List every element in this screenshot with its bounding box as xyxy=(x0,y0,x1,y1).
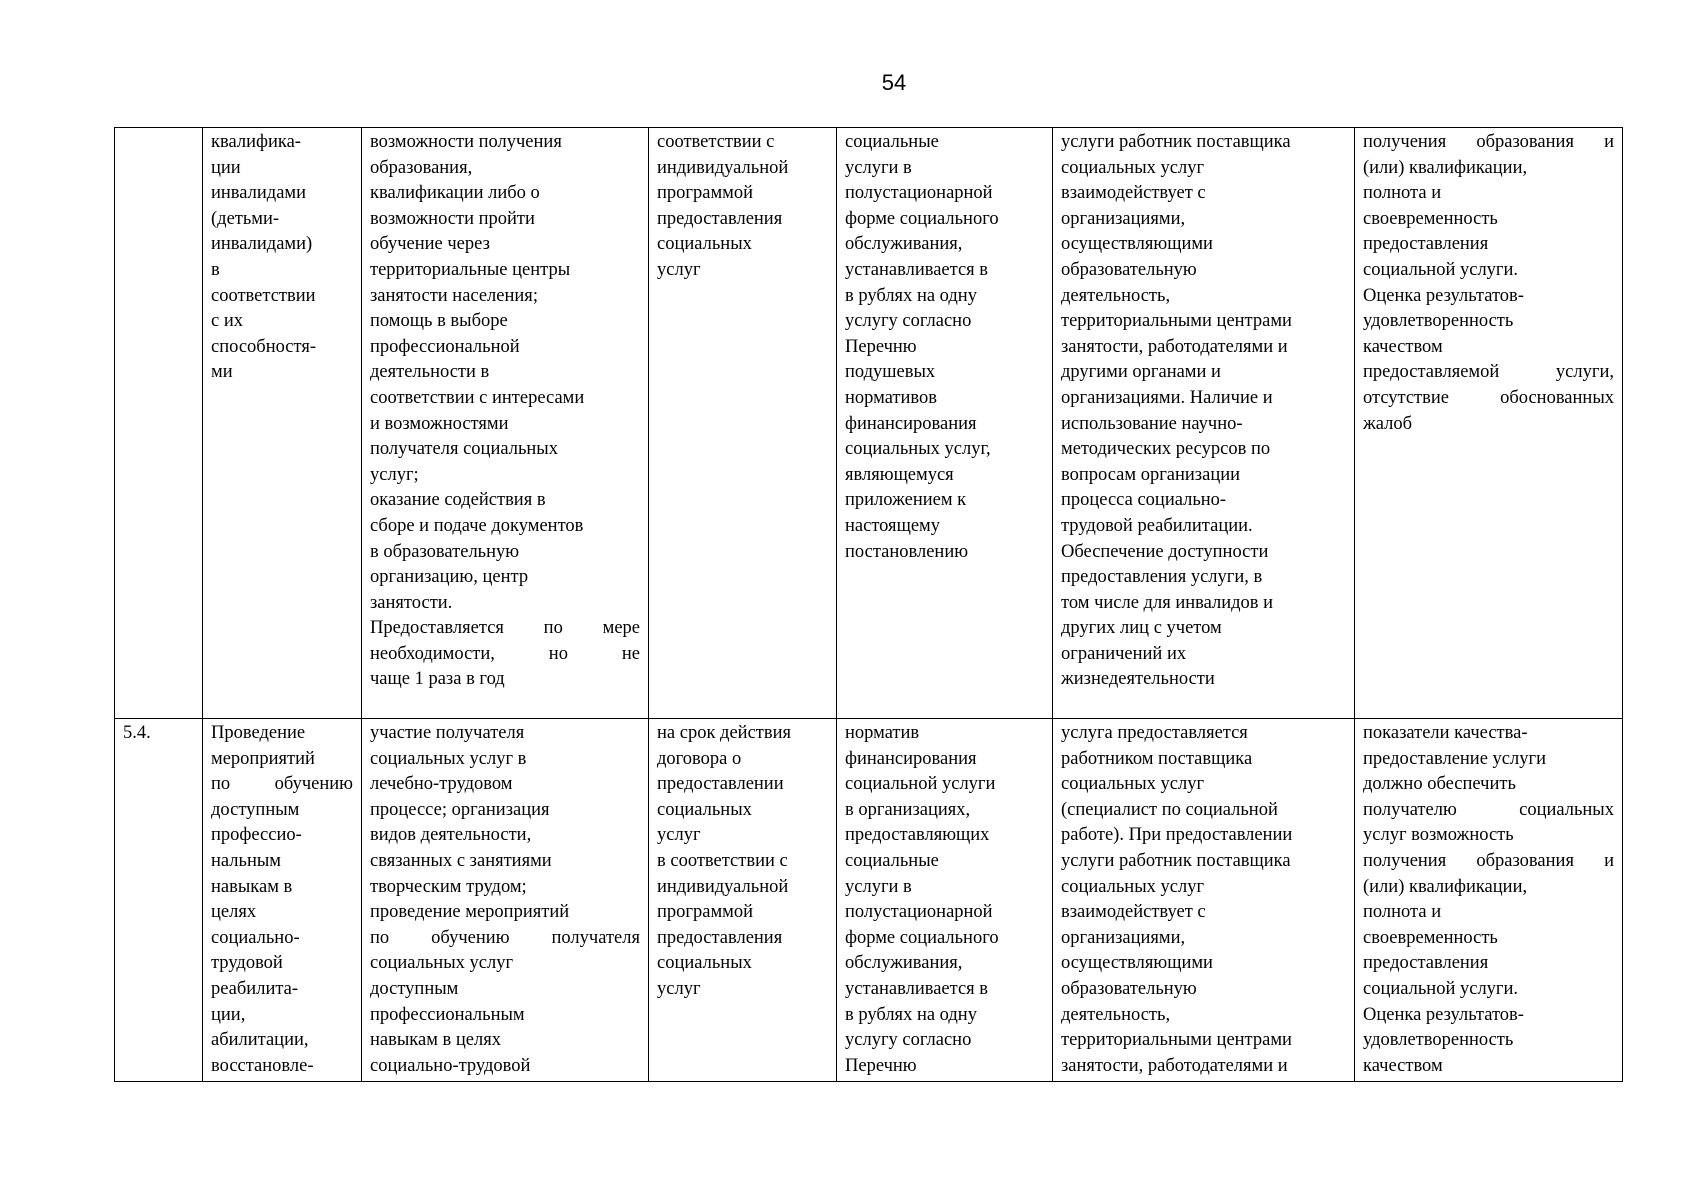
table-cell xyxy=(203,719,362,1082)
cell-text-line: ции, xyxy=(211,1004,246,1025)
cell-text-line: (или) квалификации, xyxy=(1363,876,1528,897)
cell-text-line: финансирования xyxy=(845,748,977,769)
cell-text-line: обучение через xyxy=(370,234,490,255)
table-cell xyxy=(837,128,1053,719)
table-cell xyxy=(203,128,362,719)
cell-text-line: занятости населения; xyxy=(370,285,538,306)
cell-text-line: услуги работник поставщика xyxy=(1061,132,1291,152)
cell-text-line: профессио- xyxy=(211,825,302,846)
cell-text-line: навыкам в целях xyxy=(370,1030,501,1051)
cell-text-line: трудовой xyxy=(211,953,283,974)
cell-text-line: способностя- xyxy=(211,336,317,357)
cell-text-line: услуги в xyxy=(845,876,912,897)
cell-text-line: социальных услуг xyxy=(370,953,514,974)
cell-text-line: (или) квалификации, xyxy=(1363,157,1528,178)
cell-text-line: квалификации либо о xyxy=(370,183,540,204)
cell-text-line: территориальными центрами xyxy=(1061,311,1292,332)
cell-text-line: обслуживания, xyxy=(845,953,963,974)
cell-text-line: настоящему xyxy=(845,515,940,536)
cell-text-line: получателю социальных xyxy=(1363,799,1614,820)
cell-text-line: осуществляющими xyxy=(1061,234,1213,255)
table-cell xyxy=(649,719,837,1082)
table-cell xyxy=(837,719,1053,1082)
cell-text-line: социальной услуги. xyxy=(1363,978,1519,999)
cell-text-line: получения образования и xyxy=(1363,850,1614,871)
services-table xyxy=(114,127,1623,1082)
cell-text-line: удовлетворенность xyxy=(1363,311,1514,332)
table-cell xyxy=(1053,719,1355,1082)
cell-text-line: услуг; xyxy=(370,464,419,485)
table-cell xyxy=(115,719,203,1082)
cell-text-line: восстановле- xyxy=(211,1055,314,1076)
cell-text-line: предоставления xyxy=(1363,953,1489,974)
cell-text-line: профессиональным xyxy=(370,1004,525,1025)
cell-text-line: социальной услуги. xyxy=(1363,259,1519,280)
cell-text-line: социальных услуг xyxy=(1061,774,1205,795)
cell-text-line: доступным xyxy=(370,978,459,999)
cell-text-line: услуг xyxy=(657,825,701,846)
cell-text-line: полустационарной xyxy=(845,183,993,204)
cell-text-line: социальных услуг, xyxy=(845,439,991,460)
cell-text-line: ограничений их xyxy=(1061,643,1187,664)
table-row xyxy=(115,719,1623,1082)
cell-text-line: показатели качества- xyxy=(1363,723,1528,743)
cell-text-line: трудовой реабилитации. xyxy=(1061,515,1253,536)
cell-text-line: организациями, xyxy=(1061,927,1186,948)
cell-text-line: по обучению получателя xyxy=(370,927,640,948)
cell-text-line: приложением к xyxy=(845,490,967,511)
cell-text-line: работе). При предоставлении xyxy=(1061,825,1293,846)
cell-text-line: квалифика- xyxy=(211,132,301,152)
cell-text-line: услуг xyxy=(657,259,701,280)
cell-text-line: социальных услуг в xyxy=(370,748,527,769)
cell-text-line: занятости, работодателями и xyxy=(1061,336,1288,357)
cell-text-line: (детьми- xyxy=(211,208,280,229)
cell-text-line: в рублях на одну xyxy=(845,1004,977,1025)
cell-text-line: полустационарной xyxy=(845,902,993,923)
cell-text-line: социальных услуг xyxy=(1061,157,1205,178)
cell-text-line: оказание содействия в xyxy=(370,490,546,511)
cell-text-line: программой xyxy=(657,902,754,923)
cell-text-line: образования, xyxy=(370,157,473,178)
cell-text-line: получателя социальных xyxy=(370,439,558,460)
cell-text-line: форме социального xyxy=(845,208,999,229)
cell-text-line: деятельности в xyxy=(370,362,490,383)
cell-text-line: в соответствии с xyxy=(657,850,788,871)
cell-text-line: абилитации, xyxy=(211,1030,309,1051)
cell-text-line: соответствии xyxy=(211,285,316,306)
cell-text-line: организацию, центр xyxy=(370,567,529,588)
table-cell xyxy=(362,719,649,1082)
cell-text-line: социально-трудовой xyxy=(370,1055,531,1076)
cell-text-line: и возможностями xyxy=(370,413,509,434)
cell-text-line: полнота и xyxy=(1363,902,1442,923)
cell-text-line: социальных xyxy=(657,953,752,974)
cell-text-line: индивидуальной xyxy=(657,876,789,897)
cell-text-line: своевременность xyxy=(1363,208,1498,229)
cell-text-line: использование научно- xyxy=(1061,413,1243,434)
cell-text-line: взаимодействует с xyxy=(1061,902,1206,923)
cell-text-line: предоставления xyxy=(657,208,783,229)
cell-text-line: на срок действия xyxy=(657,723,792,743)
table-row xyxy=(115,128,1623,719)
cell-text-line: территориальные центры xyxy=(370,259,571,280)
cell-text-line: услуга предоставляется xyxy=(1061,723,1248,743)
cell-text-line: предоставления xyxy=(657,927,783,948)
cell-text-line: полнота и xyxy=(1363,183,1442,204)
cell-text-line: форме социального xyxy=(845,927,999,948)
cell-text-line: жалоб xyxy=(1363,413,1413,434)
cell-text-line: услуг xyxy=(657,978,701,999)
cell-text-line: организациями, xyxy=(1061,208,1186,229)
cell-text-line: услуги работник поставщика xyxy=(1061,850,1291,871)
cell-text-line: предоставление услуги xyxy=(1363,748,1546,769)
cell-text-line: территориальными центрами xyxy=(1061,1030,1292,1051)
cell-text-line: социальные xyxy=(845,850,939,871)
cell-text-line: индивидуальной xyxy=(657,157,789,178)
cell-text-line: договора о xyxy=(657,748,742,769)
cell-text-line: доступным xyxy=(211,799,300,820)
cell-text-line: социальных xyxy=(657,234,752,255)
cell-text-line: социальных xyxy=(657,799,752,820)
cell-text-line: подушевых xyxy=(845,362,936,383)
cell-text-line: нормативов xyxy=(845,387,938,408)
cell-text-line: реабилита- xyxy=(211,978,299,999)
cell-text-line: сборе и подаче документов xyxy=(370,515,584,536)
cell-text-line: социальной услуги xyxy=(845,774,996,795)
cell-text-line: лечебно-трудовом xyxy=(370,774,513,795)
cell-text-line: в рублях на одну xyxy=(845,285,977,306)
cell-text-line: Оценка результатов- xyxy=(1363,1004,1524,1025)
table-cell xyxy=(1355,128,1623,719)
cell-text-line: процессе; организация xyxy=(370,799,550,820)
cell-text-line: получения образования и xyxy=(1363,132,1614,152)
cell-text-line: Обеспечение доступности xyxy=(1061,541,1269,562)
cell-text-line: социальных услуг xyxy=(1061,876,1205,897)
table-cell xyxy=(115,128,203,719)
cell-text-line: образовательную xyxy=(1061,978,1197,999)
cell-text-line: соответствии с xyxy=(657,132,775,152)
cell-text-line: социально- xyxy=(211,927,300,948)
cell-text-line: помощь в выборе xyxy=(370,311,508,332)
cell-text-line: услугу согласно xyxy=(845,1030,972,1051)
cell-text-line: инвалидами) xyxy=(211,234,313,255)
cell-text-line: в xyxy=(211,259,220,280)
cell-text-line: по обучению xyxy=(211,774,353,795)
cell-text-line: качеством xyxy=(1363,1055,1443,1076)
cell-text-line: отсутствие обоснованных xyxy=(1363,387,1614,408)
cell-text-line: участие получателя xyxy=(370,723,525,743)
cell-text-line: Перечню xyxy=(845,336,917,357)
table-cell xyxy=(362,128,649,719)
cell-text-line: с их xyxy=(211,311,243,332)
cell-text-line: Оценка результатов- xyxy=(1363,285,1524,306)
cell-text-line: работником поставщика xyxy=(1061,748,1253,769)
cell-text-line: необходимости, но не xyxy=(370,643,640,664)
cell-text-line: ми xyxy=(211,362,233,383)
table-cell xyxy=(649,128,837,719)
cell-text-line: постановлению xyxy=(845,541,969,562)
cell-text-line: своевременность xyxy=(1363,927,1498,948)
cell-text-line: творческим трудом; xyxy=(370,876,527,897)
cell-text-line: программой xyxy=(657,183,754,204)
cell-text-line: инвалидами xyxy=(211,183,307,204)
cell-text-line: организациями. Наличие и xyxy=(1061,387,1273,408)
cell-text-line: деятельность, xyxy=(1061,1004,1171,1025)
cell-text-line: предоставления услуги, в xyxy=(1061,567,1263,588)
cell-text-line: Проведение xyxy=(211,723,306,743)
cell-text-line: соответствии с интересами xyxy=(370,387,585,408)
cell-text-line: деятельность, xyxy=(1061,285,1171,306)
page-number: 54 xyxy=(881,70,907,95)
cell-text-line: предоставляющих xyxy=(845,825,990,846)
cell-text-line: другими органами и xyxy=(1061,362,1221,383)
cell-text-line: возможности получения xyxy=(370,132,562,152)
cell-text-line: услуги в xyxy=(845,157,912,178)
cell-text-line: ции xyxy=(211,157,241,178)
table-cell xyxy=(1053,128,1355,719)
cell-text-line: нальным xyxy=(211,850,281,871)
cell-text-line: чаще 1 раза в год xyxy=(370,669,505,690)
cell-text-line: связанных с занятиями xyxy=(370,850,552,871)
cell-text-line: процесса социально- xyxy=(1061,490,1227,511)
cell-text-line: являющемуся xyxy=(845,464,954,485)
cell-text-line: Перечню xyxy=(845,1055,917,1076)
cell-text-line: предоставлении xyxy=(657,774,784,795)
cell-text-line: 5.4. xyxy=(123,723,151,743)
cell-text-line: видов деятельности, xyxy=(370,825,532,846)
cell-text-line: предоставляемой услуги, xyxy=(1363,362,1614,383)
cell-text-line: мероприятий xyxy=(211,748,315,769)
cell-text-line: занятости. xyxy=(370,592,453,613)
cell-text-line: том числе для инвалидов и xyxy=(1061,592,1274,613)
cell-text-line: в образовательную xyxy=(370,541,520,562)
cell-text-line: устанавливается в xyxy=(845,978,989,999)
cell-text-line: других лиц с учетом xyxy=(1061,618,1222,639)
cell-text-line: возможности пройти xyxy=(370,208,535,229)
cell-text-line: занятости, работодателями и xyxy=(1061,1055,1288,1076)
cell-text-line: обслуживания, xyxy=(845,234,963,255)
cell-text-line: образовательную xyxy=(1061,259,1197,280)
cell-text-line: методических ресурсов по xyxy=(1061,439,1271,460)
cell-text-line: профессиональной xyxy=(370,336,520,357)
cell-text-line: устанавливается в xyxy=(845,259,989,280)
cell-text-line: (специалист по социальной xyxy=(1061,799,1278,820)
cell-text-line: навыкам в xyxy=(211,876,293,897)
cell-text-line: должно обеспечить xyxy=(1363,774,1516,795)
cell-text-line: взаимодействует с xyxy=(1061,183,1206,204)
table-cell xyxy=(1355,719,1623,1082)
cell-text-line: норматив xyxy=(845,723,920,743)
cell-text-line: осуществляющими xyxy=(1061,953,1213,974)
cell-text-line: целях xyxy=(211,902,257,923)
cell-text-line: качеством xyxy=(1363,336,1443,357)
cell-text-line: услугу согласно xyxy=(845,311,972,332)
cell-text-line: вопросам организации xyxy=(1061,464,1241,485)
cell-text-line: жизнедеятельности xyxy=(1061,669,1215,690)
cell-text-line: в организациях, xyxy=(845,799,971,820)
cell-text-line: социальные xyxy=(845,132,939,152)
cell-text-line: Предоставляется по мере xyxy=(370,618,640,639)
cell-text-line: удовлетворенность xyxy=(1363,1030,1514,1051)
cell-text-line: услуг возможность xyxy=(1363,825,1514,846)
cell-text-line: предоставления xyxy=(1363,234,1489,255)
cell-text-line: финансирования xyxy=(845,413,977,434)
cell-text-line: проведение мероприятий xyxy=(370,902,570,923)
